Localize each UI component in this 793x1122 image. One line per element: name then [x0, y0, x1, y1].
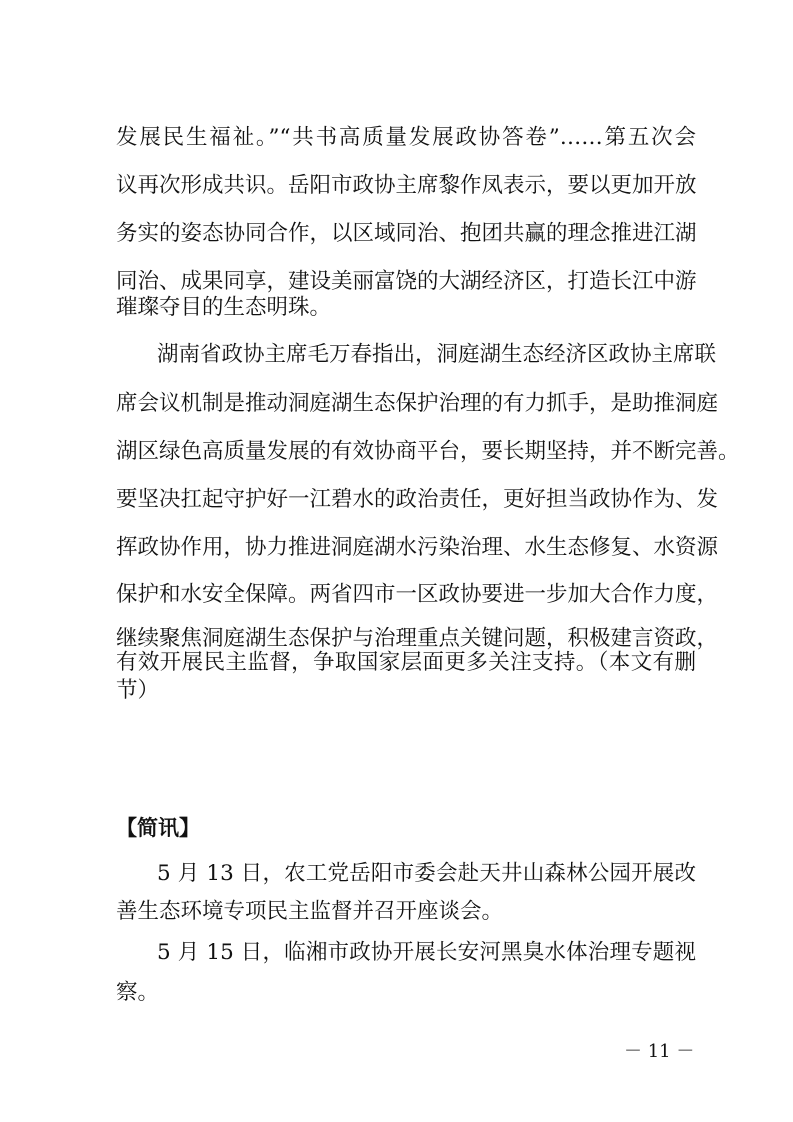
paragraph2-line-4: 要坚决扛起守护好一江碧水的政治责任，更好担当政协作为、发 — [116, 487, 719, 512]
brief-item2-line-2: 察。 — [116, 980, 160, 1005]
brief-item1-line-1: 5 月 13 日，农工党岳阳市委会赴天井山森林公园开展改 — [157, 861, 696, 886]
paragraph2-line-7: 继续聚焦洞庭湖生态保护与治理重点关键问题，积极建言资政， — [116, 626, 719, 651]
paragraph2-line-9: 节） — [116, 678, 160, 703]
brief-item2-line-1: 5 月 15 日，临湘市政协开展长安河黑臭水体治理专题视 — [157, 940, 696, 965]
brief-heading: 【简讯】 — [116, 816, 200, 840]
paragraph1-line-1: 发展民生福祉。”“共书高质量发展政协答卷”……第五次会 — [116, 125, 696, 150]
paragraph1-line-2: 议再次形成共识。岳阳市政协主席黎作凤表示，要以更加开放 — [116, 173, 697, 198]
paragraph1-line-5: 璀璨夺目的生态明珠。 — [116, 295, 332, 320]
paragraph2-line-6: 保护和水安全保障。两省四市一区政协要进一步加大合作力度， — [116, 582, 719, 607]
page-number: － 11 － — [624, 1041, 695, 1062]
paragraph2-line-5: 挥政协作用，协力推进洞庭湖水污染治理、水生态修复、水资源 — [116, 535, 719, 560]
paragraph1-line-4: 同治、成果同享，建设美丽富饶的大湖经济区，打造长江中游 — [116, 269, 697, 294]
paragraph2-line-3: 湖区绿色高质量发展的有效协商平台，要长期坚持，并不断完善。 — [116, 439, 740, 464]
paragraph2-line-8: 有效开展民主监督，争取国家层面更多关注支持。（本文有删 — [116, 650, 696, 675]
paragraph2-line-2: 席会议机制是推动洞庭湖生态保护治理的有力抓手，是助推洞庭 — [116, 391, 719, 416]
paragraph1-line-3: 务实的姿态协同合作，以区域同治、抱团共赢的理念推进江湖 — [116, 221, 697, 246]
paragraph2-line-1: 湖南省政协主席毛万春指出，洞庭湖生态经济区政协主席联 — [157, 342, 717, 367]
brief-item1-line-2: 善生态环境专项民主监督并召开座谈会。 — [116, 899, 504, 924]
